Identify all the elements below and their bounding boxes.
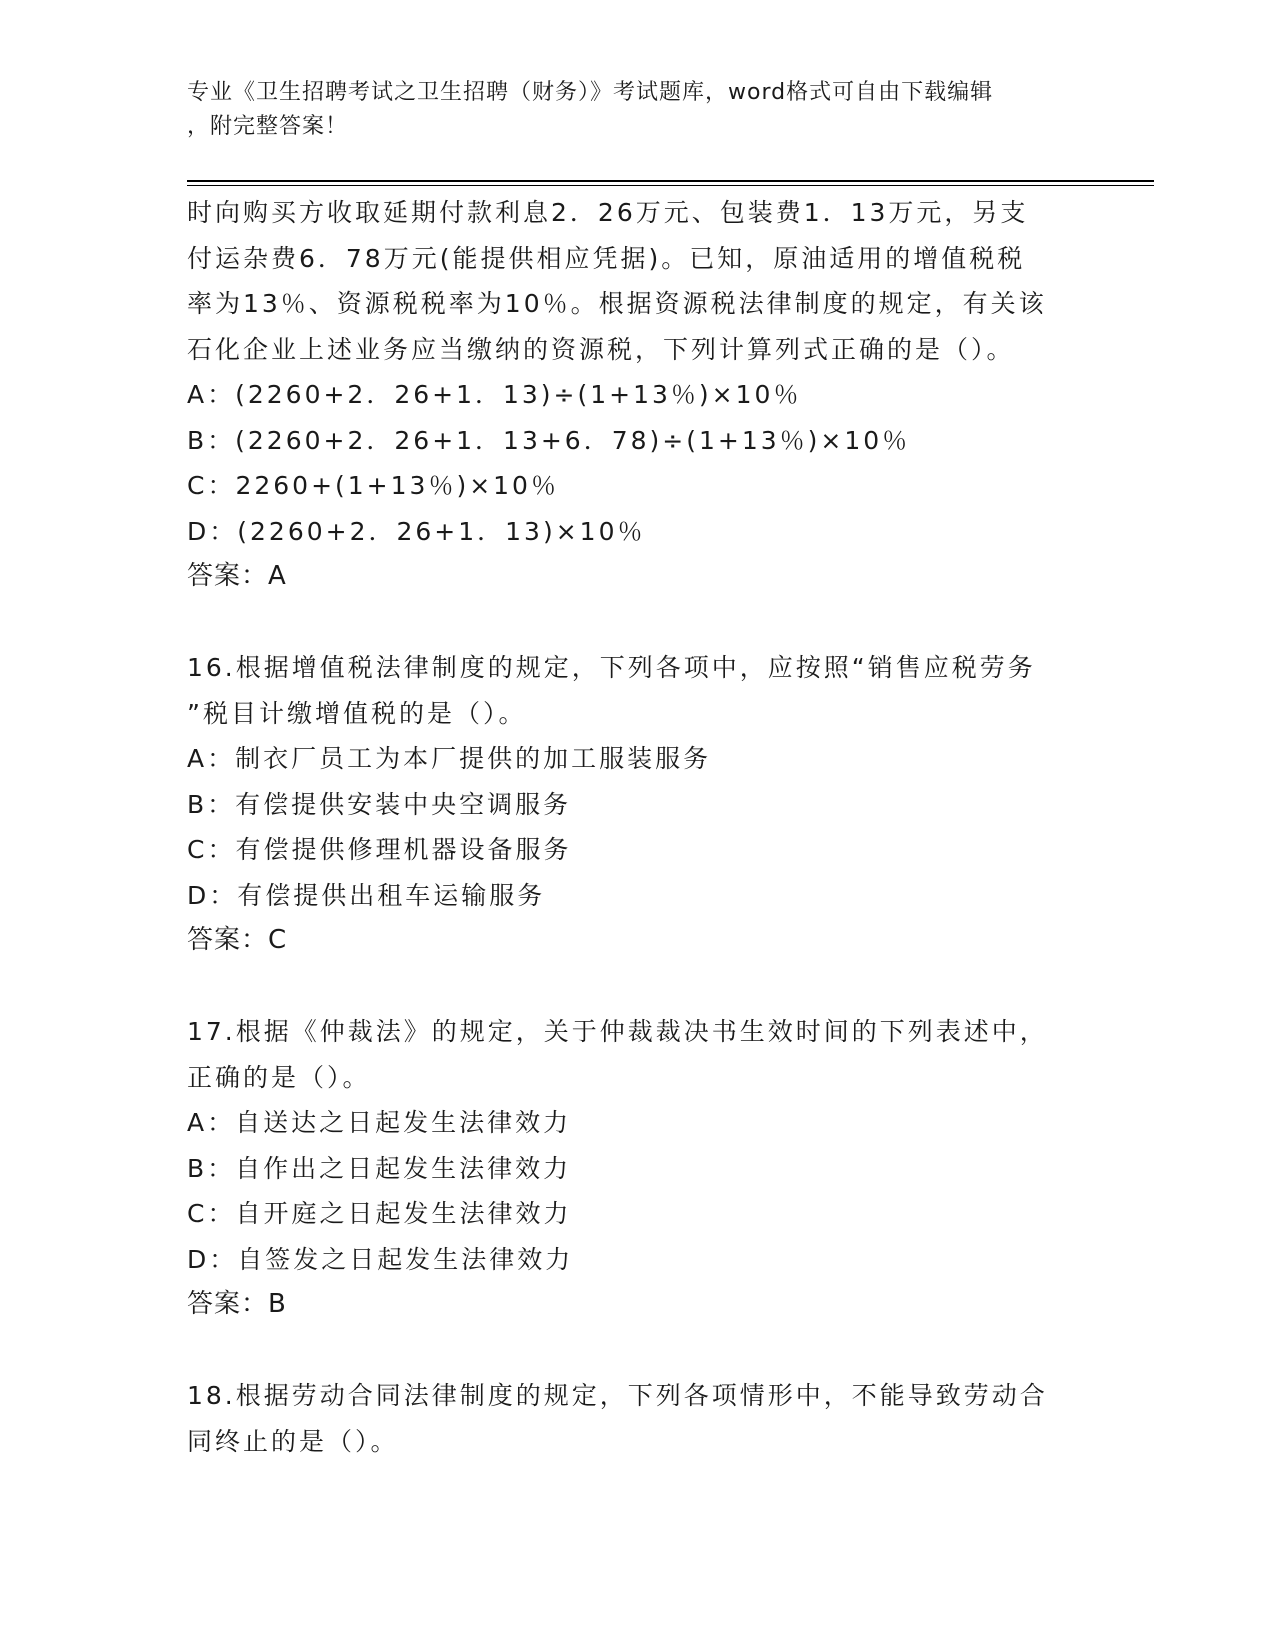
question-stem-line: 正确的是（）。 — [187, 1062, 371, 1092]
question-spacer — [187, 1328, 1087, 1374]
option-b: B：有偿提供安装中央空调服务 — [187, 789, 572, 819]
header-divider-thin — [187, 185, 1154, 186]
option-b: B：(2260+2．26+1．13+6．78)÷(1+13％)×10％ — [187, 425, 911, 455]
question-stem-line: 16.根据增值税法律制度的规定，下列各项中，应按照“销售应税劳务 — [187, 653, 1036, 682]
question-spacer — [187, 600, 1087, 646]
option-c: C：自开庭之日起发生法律效力 — [187, 1199, 572, 1228]
question-stem-line: 18.根据劳动合同法律制度的规定，下列各项情形中，不能导致劳动合 — [187, 1381, 1048, 1410]
question-stem-line: 17.根据《仲裁法》的规定，关于仲裁裁决书生效时间的下列表述中， — [187, 1017, 1048, 1046]
question-stem-line: 时向购买方收取延期付款利息2．26万元、包装费1．13万元，另支 — [187, 198, 1029, 227]
option-c: C：2260+(1+13％)×10％ — [187, 471, 559, 500]
question-stem-line: 石化企业上述业务应当缴纳的资源税，下列计算列式正确的是（）。 — [187, 334, 1015, 364]
option-d: D：有偿提供出租车运输服务 — [187, 880, 546, 910]
answer-line: 答案：A — [187, 561, 287, 591]
option-a: A：制衣厂员工为本厂提供的加工服装服务 — [187, 744, 712, 773]
header-line-2: ，附完整答案！ — [187, 114, 349, 139]
question-16 — [187, 645, 1087, 964]
option-d: D：(2260+2．26+1．13)×10％ — [187, 516, 646, 546]
question-stem-line: 同终止的是（）。 — [187, 1426, 399, 1456]
question-stem-line: 付运杂费6．78万元(能提供相应凭据)。已知，原油适用的增值税税 — [187, 243, 1026, 273]
question-content — [187, 190, 1087, 1464]
option-b: B：自作出之日起发生法律效力 — [187, 1153, 572, 1183]
document-header — [187, 76, 1087, 144]
answer-line: 答案：C — [187, 925, 288, 955]
question-stem-line: 率为13％、资源税税率为10％。根据资源税法律制度的规定，有关该 — [187, 289, 1047, 318]
option-c: C：有偿提供修理机器设备服务 — [187, 835, 572, 864]
question-18 — [187, 1373, 1087, 1464]
question-stem-line: ”税目计缴增值税的是（）。 — [187, 698, 527, 728]
question-17 — [187, 1009, 1087, 1328]
question-15 — [187, 190, 1087, 600]
option-d: D：自签发之日起发生法律效力 — [187, 1244, 574, 1274]
header-divider-thick — [187, 180, 1154, 182]
answer-line: 答案：B — [187, 1289, 287, 1319]
header-line-1: 专业《卫生招聘考试之卫生招聘（财务）》考试题库，word格式可自由下载编辑 — [187, 80, 994, 105]
question-spacer — [187, 964, 1087, 1010]
option-a: A：(2260+2．26+1．13)÷(1+13％)×10％ — [187, 380, 802, 409]
option-a: A：自送达之日起发生法律效力 — [187, 1108, 572, 1137]
